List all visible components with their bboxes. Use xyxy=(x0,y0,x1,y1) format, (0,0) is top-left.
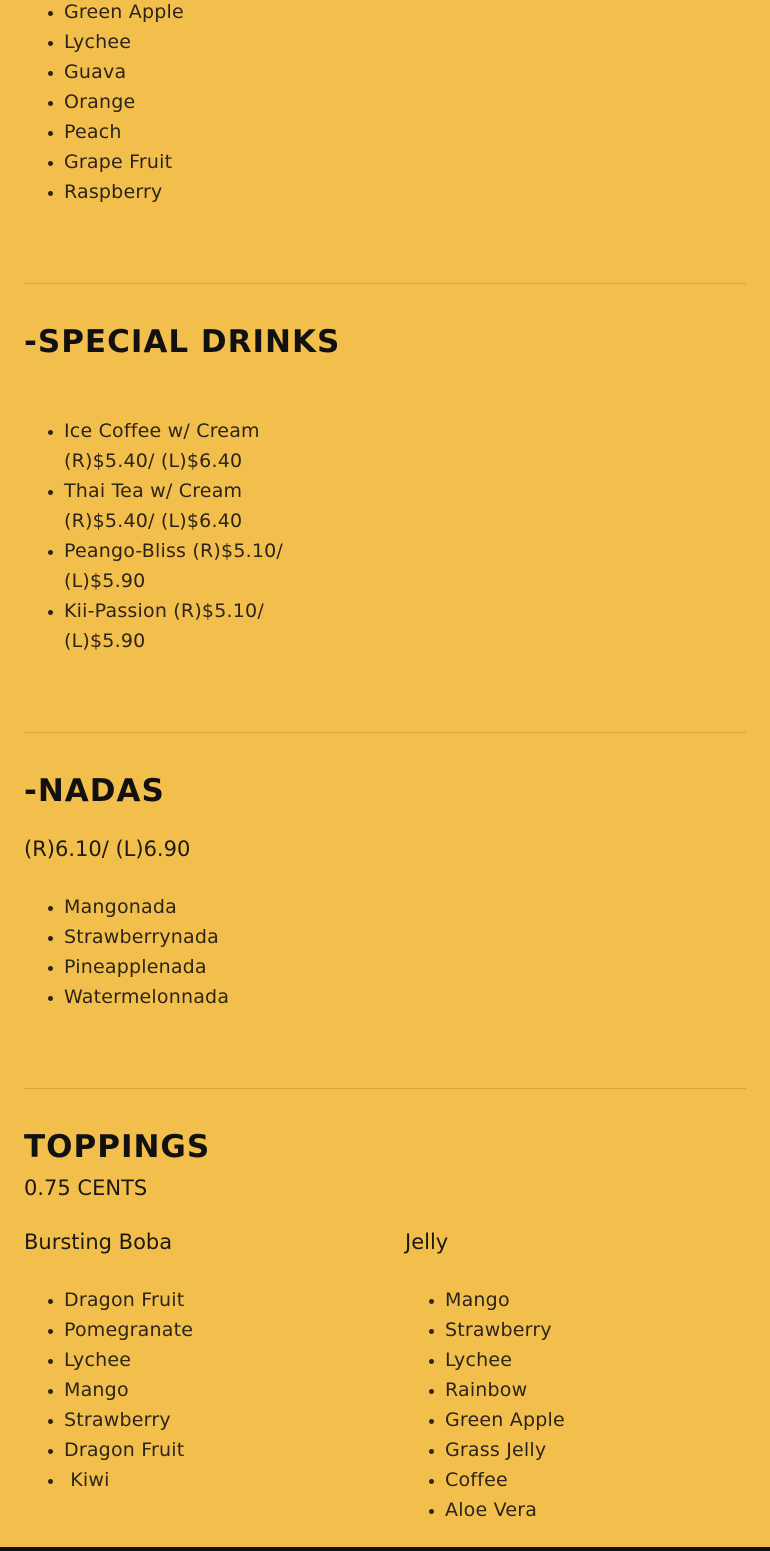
nadas-price: (R)6.10/ (L)6.90 xyxy=(24,837,191,861)
list-item: • Mangonada xyxy=(64,892,364,922)
toppings-heading: TOPPINGS xyxy=(24,1129,211,1165)
nadas-list xyxy=(24,892,364,1012)
section-divider xyxy=(24,1088,746,1089)
list-item: • Peach xyxy=(64,117,364,147)
list-item: • Lychee xyxy=(64,27,364,57)
list-item: • Green Apple xyxy=(64,0,364,27)
list-item: • Thai Tea w/ Cream (R)$5.40/ (L)$6.40 xyxy=(64,476,324,536)
list-item: • Dragon Fruit xyxy=(64,1435,364,1465)
list-item: • Pineapplenada xyxy=(64,952,364,982)
list-item: • Strawberry xyxy=(64,1405,364,1435)
list-item: • Guava xyxy=(64,57,364,87)
nadas-heading: -NADAS xyxy=(24,773,165,809)
list-item: • Lychee xyxy=(64,1345,364,1375)
list-item: • Watermelonnada xyxy=(64,982,364,1012)
list-item: • Rainbow xyxy=(445,1375,745,1405)
list-item: • Mango xyxy=(64,1375,364,1405)
jelly-title: Jelly xyxy=(405,1230,449,1254)
list-item: • Kii-Passion (R)$5.10/ (L)$5.90 xyxy=(64,596,324,656)
list-item: • Kiwi xyxy=(64,1465,364,1495)
toppings-price: 0.75 CENTS xyxy=(24,1176,148,1200)
list-item: • Peango-Bliss (R)$5.10/ (L)$5.90 xyxy=(64,536,324,596)
list-item: • Strawberrynada xyxy=(64,922,364,952)
section-divider xyxy=(24,732,746,733)
list-item: • Grape Fruit xyxy=(64,147,364,177)
list-item: • Pomegranate xyxy=(64,1315,364,1345)
bursting-boba-title: Bursting Boba xyxy=(24,1230,173,1254)
special-drinks-heading: -SPECIAL DRINKS xyxy=(24,324,341,360)
section-divider xyxy=(24,283,746,284)
list-item: • Mango xyxy=(445,1285,745,1315)
list-item: • Dragon Fruit xyxy=(64,1285,364,1315)
list-item: • Strawberry xyxy=(445,1315,745,1345)
list-item: • Green Apple xyxy=(445,1405,745,1435)
list-item: • Aloe Vera xyxy=(445,1495,745,1525)
list-item: • Ice Coffee w/ Cream (R)$5.40/ (L)$6.40 xyxy=(64,416,324,476)
list-item: • Coffee xyxy=(445,1465,745,1495)
fruit-flavor-list xyxy=(24,0,364,207)
list-item: • Orange xyxy=(64,87,364,117)
jelly-list xyxy=(405,1285,745,1525)
bottom-bar xyxy=(0,1547,770,1551)
list-item: • Grass Jelly xyxy=(445,1435,745,1465)
list-item: • Lychee xyxy=(445,1345,745,1375)
list-item: • Raspberry xyxy=(64,177,364,207)
bursting-boba-list xyxy=(24,1285,364,1495)
special-drinks-list xyxy=(24,416,324,656)
